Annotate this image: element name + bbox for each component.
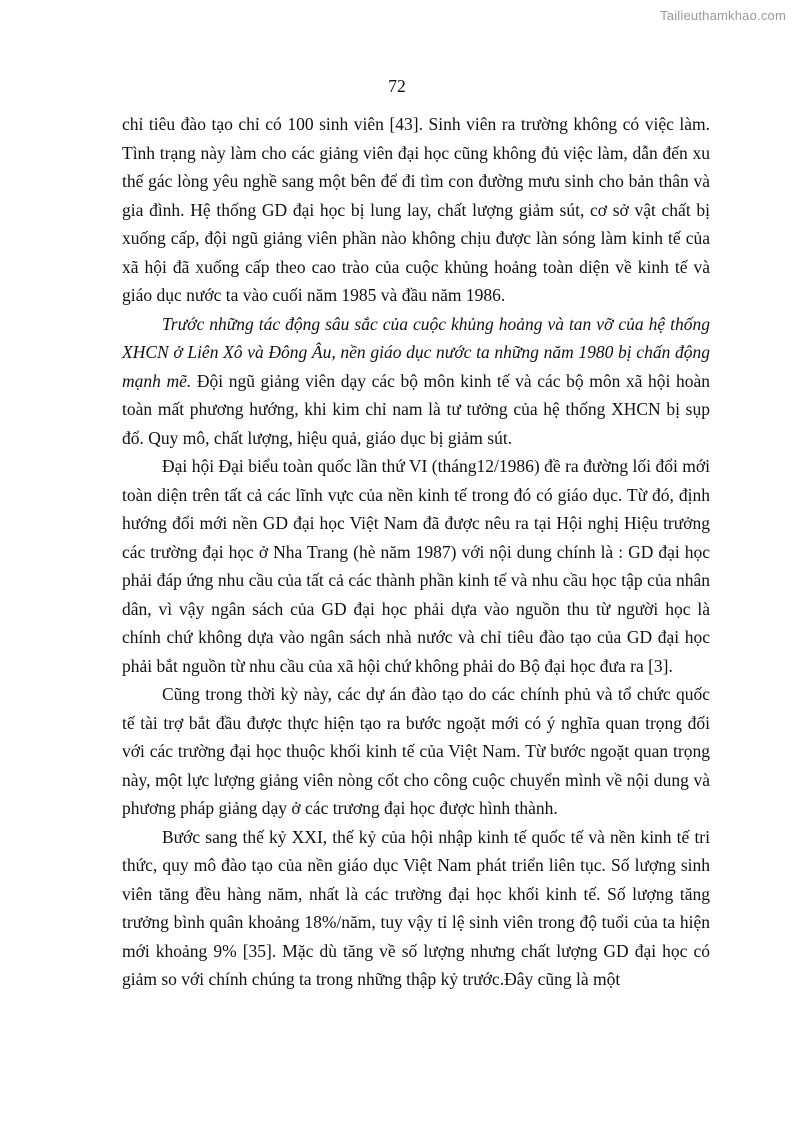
paragraph-continuation: chỉ tiêu đào tạo chỉ có 100 sinh viên [43]. Sinh viên ra trường không có việc làm. Tình trạng này làm cho các giảng viên đại học cũng không đủ việc làm, dẫn đến xu thế gác lòng yêu nghề sang một bên để đi tìm con đường mưu sinh cho bản thân và gia đình. Hệ thống GD đại học bị lung lay, chất lượng giảm sút, cơ sở vật chất bị xuống cấp, đội ngũ giảng viên phần nào không chịu được làn sóng làm kinh tế của xã hội đã xuống cấp theo cao trào của cuộc khủng hoảng toàn diện về kinh tế và giáo dục nước ta vào cuối năm 1985 và đầu năm 1986.: [122, 114, 710, 305]
paragraph-21st-century: Bước sang thế kỷ XXI, thế kỷ của hội nhập kinh tế quốc tế và nền kinh tế tri thức, quy mô đào tạo của nền giáo dục Việt Nam phát triển liên tục. Số lượng sinh viên tăng đều hàng năm, nhất là các trường đại học khối kinh tế. Số lượng tăng trưởng bình quân khoảng 18%/năm, tuy vậy tỉ lệ sinh viên trong độ tuổi của ta hiện mới khoảng 9% [35]. Mặc dù tăng về số lượng nhưng chất lượng GD đại học có giảm so với chính chúng ta trong những thập kỷ trước.Đây cũng là một: [122, 826, 710, 989]
paragraph-crisis: [122, 310, 710, 453]
watermark: Tailieuthamkhao.com: [660, 8, 786, 23]
paragraph-congress: Đại hội Đại biểu toàn quốc lần thứ VI (tháng12/1986) đề ra đường lối đổi mới toàn diện trên tất cả các lĩnh vực của nền kinh tế trong đó có giáo dục. Từ đó, định hướng đổi mới nền GD đại học Việt Nam đã được nêu ra tại Hội nghị Hiệu trưởng các trường đại học ở Nha Trang (hè năm 1987) với nội dung chính là : GD đại học phải đáp ứng nhu cầu của tất cả các thành phần kinh tế và nhu cầu học tập của nhân dân, vì vậy ngân sách của GD đại học phải dựa vào nguồn thu từ người học là chính chứ không dựa vào ngân sách nhà nước và chỉ tiêu đào tạo của GD đại học phải bắt nguồn từ nhu cầu của xã hội chứ không phải do Bộ đại học đưa ra [3].: [122, 456, 710, 676]
page-number: 72: [388, 76, 406, 96]
document-body: [122, 110, 710, 994]
paragraph-projects: Cũng trong thời kỳ này, các dự án đào tạo do các chính phủ và tổ chức quốc tế tài trợ bắt đầu được thực hiện tạo ra bước ngoặt mới có ý nghĩa quan trọng đối với các trường đại học thuộc khối kinh tế của Việt Nam. Từ bước ngoặt quan trọng này, một lực lượng giảng viên nòng cốt cho công cuộc chuyển mình về nội dung và phương pháp giảng dạy ở các trương đại học được hình thành.: [122, 684, 710, 818]
paragraph-crisis-rest: Đội ngũ giảng viên dạy các bộ môn kinh tế và các bộ môn xã hội hoàn toàn mất phương hướng, khi kim chỉ nam là tư tưởng của hệ thống XHCN bị sụp đổ. Quy mô, chất lượng, hiệu quả, giáo dục bị giảm sút.: [122, 370, 711, 448]
paragraph-crisis-italic: Trước những tác động sâu sắc của cuộc khủng hoảng và tan vỡ của hệ thống XHCN ở Liên Xô và Đông Âu, nền giáo dục nước ta những năm 1980 bị chấn động mạnh mẽ.: [122, 313, 710, 391]
